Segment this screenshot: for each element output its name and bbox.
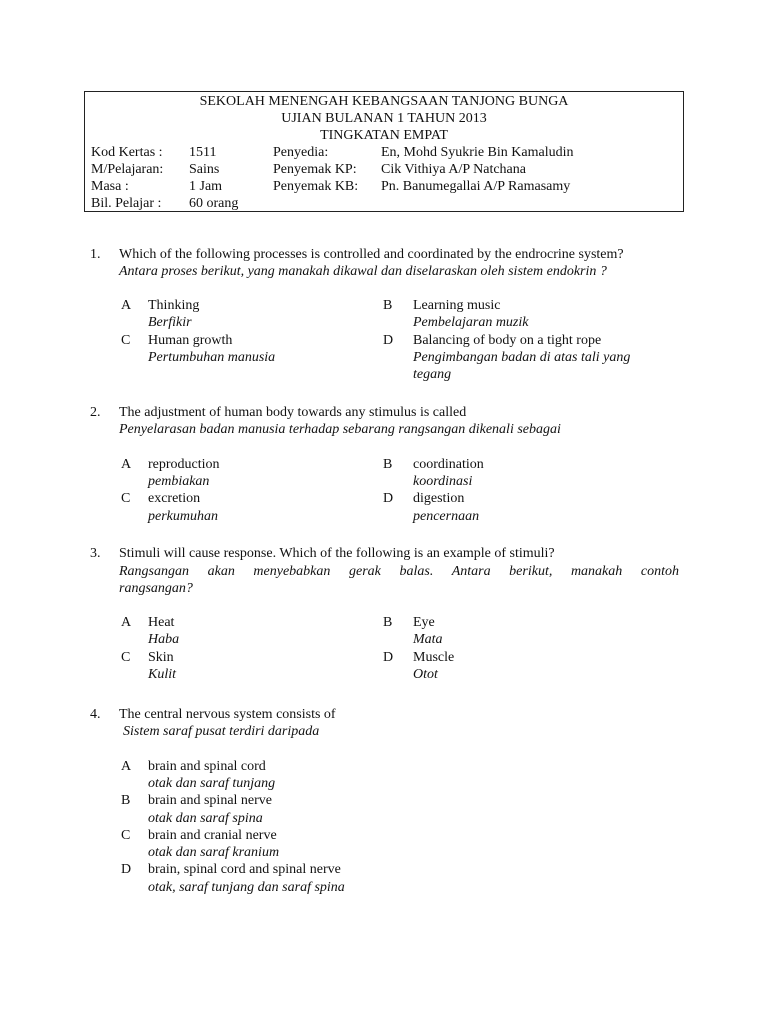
form-level: TINGKATAN EMPAT <box>320 128 448 143</box>
option-a-text[interactable]: Heat <box>148 615 175 630</box>
option-c-letter[interactable]: C <box>121 491 131 506</box>
exam-header-box <box>84 91 684 212</box>
option-a-letter[interactable]: A <box>121 615 132 630</box>
checker-kb-name: Pn. Banumegallai A/P Ramasamy <box>381 179 571 194</box>
school-name: SEKOLAH MENENGAH KEBANGSAAN TANJONG BUNGA <box>199 94 569 109</box>
option-d-text[interactable]: Balancing of body on a tight rope <box>413 333 602 348</box>
option-c-text-ms: otak dan saraf kranium <box>148 845 280 860</box>
option-d-text-ms-cont: tegang <box>413 367 452 382</box>
question-text: Stimuli will cause response. Which of the following is an example of stimuli? <box>119 546 555 561</box>
exam-title: UJIAN BULANAN 1 TAHUN 2013 <box>281 111 487 126</box>
option-b-text[interactable]: Eye <box>413 615 435 630</box>
subject-label: M/Pelajaran: <box>91 162 164 177</box>
option-c-letter[interactable]: C <box>121 333 131 348</box>
option-a-text-ms: otak dan saraf tunjang <box>148 776 276 791</box>
option-d-letter[interactable]: D <box>121 862 132 877</box>
option-b-letter[interactable]: B <box>383 298 393 313</box>
option-a-letter[interactable]: A <box>121 457 132 472</box>
students-value: 60 orang <box>189 196 239 211</box>
option-a-text[interactable]: brain and spinal cord <box>148 759 266 774</box>
option-c-text[interactable]: Skin <box>148 650 174 665</box>
option-d-letter[interactable]: D <box>383 491 394 506</box>
option-c-letter[interactable]: C <box>121 650 131 665</box>
option-b-letter[interactable]: B <box>383 457 393 472</box>
question-text-ms-cont: rangsangan? <box>119 581 193 596</box>
option-a-letter[interactable]: A <box>121 298 132 313</box>
option-b-text[interactable]: Learning music <box>413 298 501 313</box>
question-text: The central nervous system consists of <box>119 707 336 722</box>
paper-code-label: Kod Kertas : <box>91 145 163 160</box>
option-b-text-ms: koordinasi <box>413 474 473 489</box>
option-a-text[interactable]: Thinking <box>148 298 200 313</box>
option-a-text-ms: Berfikir <box>148 315 192 330</box>
paper-code-value: 1511 <box>189 145 217 160</box>
option-b-text[interactable]: brain and spinal nerve <box>148 793 273 808</box>
question-text: Which of the following processes is controlled and coordinated by the endrocrine system? <box>119 247 624 262</box>
question-text-ms: Rangsangan akan menyebabkan gerak balas. Antara berikut, manakah contoh <box>119 564 679 579</box>
option-a-letter[interactable]: A <box>121 759 132 774</box>
question-text-ms: Sistem saraf pusat terdiri daripada <box>123 724 320 739</box>
question-number: 1. <box>90 247 101 262</box>
subject-value: Sains <box>189 162 220 177</box>
option-a-text[interactable]: reproduction <box>148 457 220 472</box>
option-d-text-ms: otak, saraf tunjang dan saraf spina <box>148 880 345 895</box>
option-d-letter[interactable]: D <box>383 650 394 665</box>
option-c-text[interactable]: excretion <box>148 491 201 506</box>
question-number: 4. <box>90 707 101 722</box>
duration-label: Masa : <box>91 179 129 194</box>
option-c-text-ms: Kulit <box>148 667 177 682</box>
option-b-text[interactable]: coordination <box>413 457 484 472</box>
question-number: 2. <box>90 405 101 420</box>
checker-kp-label: Penyemak KP: <box>273 162 357 177</box>
option-b-text-ms: Pembelajaran muzik <box>413 315 529 330</box>
option-c-text-ms: perkumuhan <box>148 509 218 524</box>
option-d-text-ms: Pengimbangan badan di atas tali yang <box>413 350 631 365</box>
option-a-text-ms: Haba <box>148 632 180 647</box>
preparer-name: En, Mohd Syukrie Bin Kamaludin <box>381 145 574 160</box>
checker-kp-name: Cik Vithiya A/P Natchana <box>381 162 526 177</box>
option-d-text-ms: Otot <box>413 667 438 682</box>
option-b-letter[interactable]: B <box>383 615 393 630</box>
preparer-label: Penyedia: <box>273 145 329 160</box>
question-text-ms: Antara proses berikut, yang manakah dikawal dan diselaraskan oleh sistem endokrin ? <box>119 264 607 279</box>
option-d-text[interactable]: brain, spinal cord and spinal nerve <box>148 862 341 877</box>
option-b-letter[interactable]: B <box>121 793 131 808</box>
question-number: 3. <box>90 546 101 561</box>
option-b-text-ms: Mata <box>413 632 443 647</box>
option-d-text[interactable]: Muscle <box>413 650 455 665</box>
option-c-letter[interactable]: C <box>121 828 131 843</box>
option-d-text-ms: pencernaan <box>413 509 480 524</box>
option-c-text-ms: Pertumbuhan manusia <box>148 350 276 365</box>
duration-value: 1 Jam <box>189 179 223 194</box>
option-c-text[interactable]: brain and cranial nerve <box>148 828 277 843</box>
students-label: Bil. Pelajar : <box>91 196 162 211</box>
option-c-text[interactable]: Human growth <box>148 333 233 348</box>
question-text: The adjustment of human body towards any stimulus is called <box>119 405 467 420</box>
option-d-letter[interactable]: D <box>383 333 394 348</box>
option-a-text-ms: pembiakan <box>148 474 210 489</box>
option-b-text-ms: otak dan saraf spina <box>148 811 263 826</box>
question-text-ms: Penyelarasan badan manusia terhadap sebarang rangsangan dikenali sebagai <box>119 422 561 437</box>
checker-kb-label: Penyemak KB: <box>273 179 359 194</box>
option-d-text[interactable]: digestion <box>413 491 465 506</box>
